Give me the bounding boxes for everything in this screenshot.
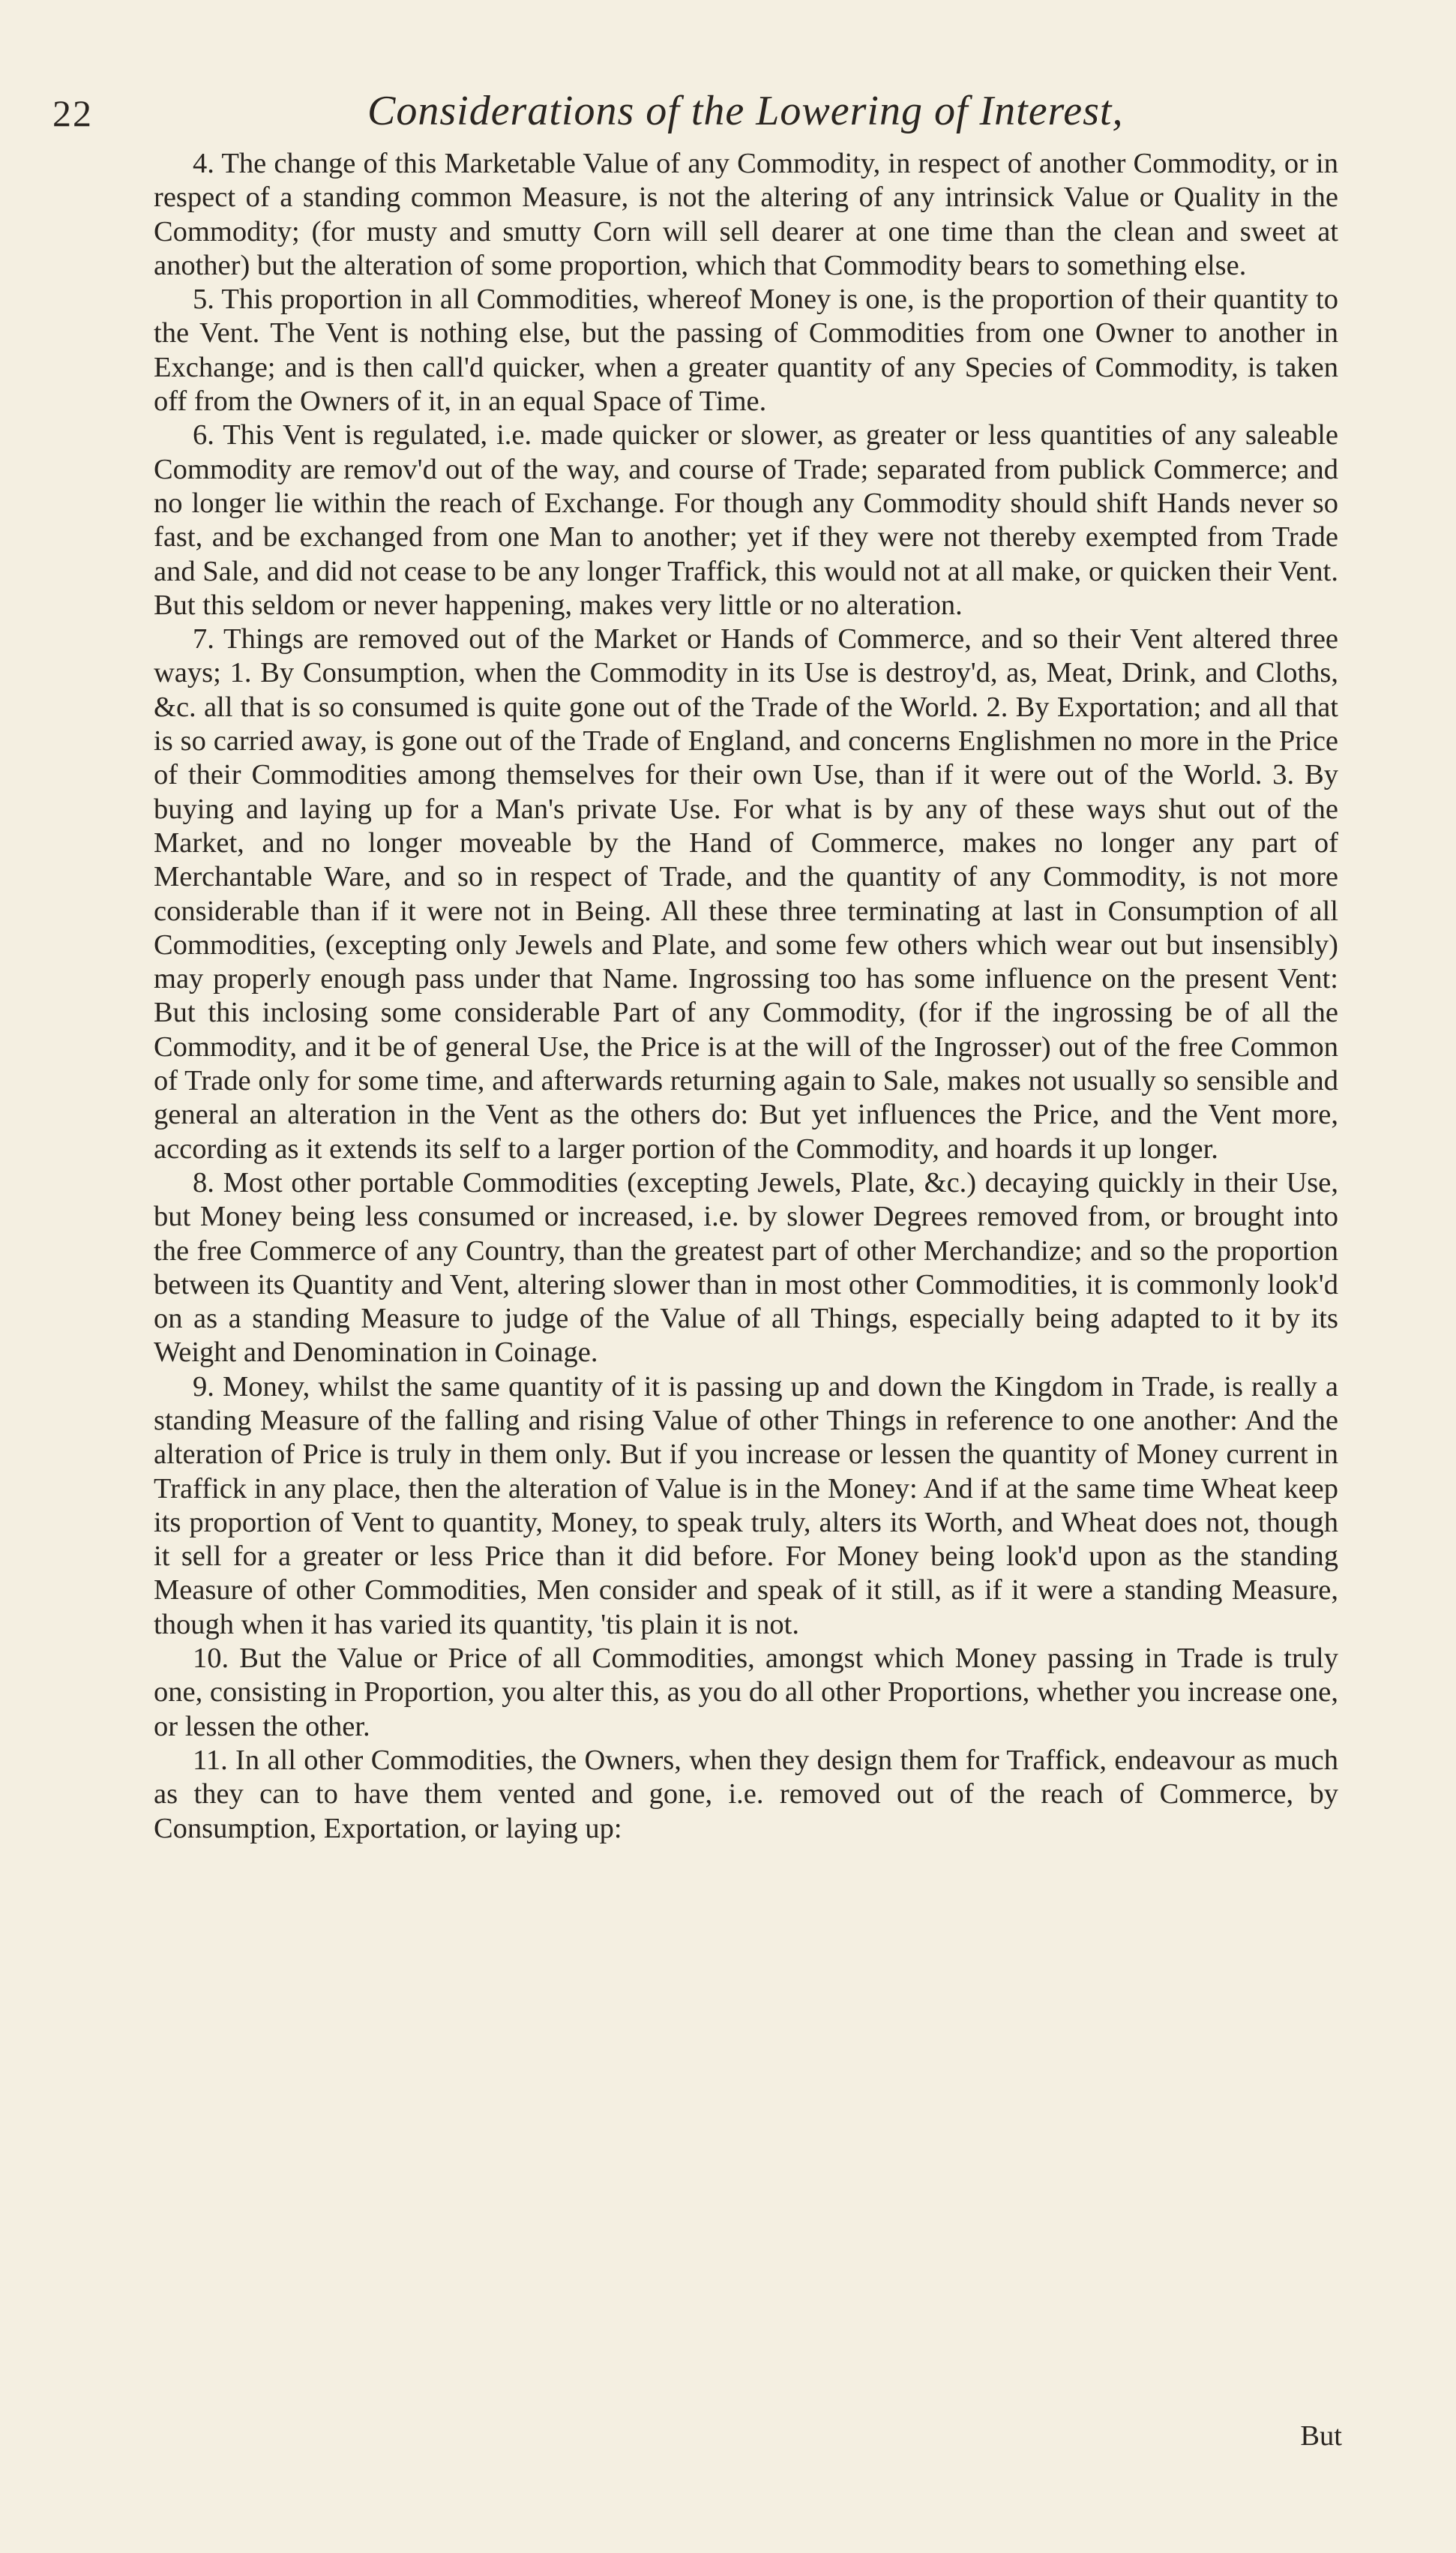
page-header [52, 81, 1372, 141]
catchword: But [1300, 2420, 1342, 2452]
paragraph-9: 9. Money, whilst the same quantity of it is passing up and down the Kingdom in Trade, is really a standing Measure of the falling and rising Value of other Things in reference to one another: And the alteration of Price is truly in them only. But if you increase or lessen the quantity of Money current in Traffick in any place, then the alteration of Value is in the Money: And if at the same time Wheat keep its proportion of Vent to quantity, Money, to speak truly, alters its Worth, and Wheat does not, though it sell for a greater or less Price than it did before. For Money being look'd upon as the standing Measure of other Commodities, Men consider and speak of it still, as if it were a standing Measure, though when it has varied its quantity, 'tis plain it is not. [154, 1370, 1338, 1640]
paragraph-7: 7. Things are removed out of the Market or Hands of Commerce, and so their Vent altered three ways; 1. By Consumption, when the Commodity in its Use is destroy'd, as, Meat, Drink, and Cloths, &c. all that is so consumed is quite gone out of the Trade of the World. 2. By Exportation; and all that is so carried away, is gone out of the Trade of England, and concerns Englishmen no more in the Price of their Commodities among themselves for their own Use, than if it were out of the World. 3. By buying and laying up for a Man's private Use. For what is by any of these ways shut out of the Market, and no longer moveable by the Hand of Commerce, makes no longer any part of Merchantable Ware, and so in respect of Trade, and the quantity of any Commodity, is not more considerable than if it were not in Being. All these three terminating at last in Consumption of all Commodities, (excepting only Jewels and Plate, and some few others which wear out but insensibly) may properly enough pass under that Name. Ingrossing too has some influence on the present Vent: But this inclosing some considerable Part of any Commodity, (for if the ingrossing be of all the Commodity, and it be of general Use, the Price is at the will of the Ingrosser) out of the free Common of Trade only for some time, and afterwards returning again to Sale, makes not usually so sensible and general an alteration in the Vent as the others do: But yet influences the Price, and the Vent more, according as it extends its self to a larger portion of the Commodity, and hoards it up longer. [154, 623, 1338, 1165]
paragraph-10: 10. But the Value or Price of all Commodities, amongst which Money passing in Trade is truly one, consisting in Proportion, you alter this, as you do all other Proportions, whether you increase one, or lessen the other. [154, 1642, 1338, 1742]
page-number: 22 [52, 92, 93, 134]
paragraph-5: 5. This proportion in all Commodities, whereof Money is one, is the proportion of their quantity to the Vent. The Vent is nothing else, but the passing of Commodities from one Owner to another in Exchange; and is then call'd quicker, when a greater quantity of any Species of Commodity, is taken off from the Owners of it, in an equal Space of Time. [154, 284, 1338, 418]
paragraph-4: 4. The change of this Marketable Value of any Commodity, in respect of another Commodity, or in respect of a standing common Measure, is not the altering of any intrinsick Value or Quality in the Commodity; (for musty and smutty Corn will sell dearer at one time than the clean and sweet at another) but the alteration of some proportion, which that Commodity bears to something else. [154, 148, 1338, 281]
running-title: Considerations of the Lowering of Interest, [367, 88, 1124, 134]
paragraph-6: 6. This Vent is regulated, i.e. made quicker or slower, as greater or less quantities of any saleable Commodity are remov'd out of the way, and course of Trade; separated from publick Commerce; and no longer lie within the reach of Exchange. For though any Commodity should shift Hands never so fast, and be exchanged from one Man to another; yet if they were not thereby exempted from Trade and Sale, and did not cease to be any longer Traffick, this would not at all make, or quicken their Vent. But this seldom or never happening, makes very little or no alteration. [154, 419, 1338, 621]
body-text [154, 147, 1338, 1846]
paragraph-8: 8. Most other portable Commodities (excepting Jewels, Plate, &c.) decaying quickly in their Use, but Money being less consumed or increased, i.e. by slower Degrees removed from, or brought into the free Commerce of any Country, than the greatest part of other Merchandize; and so the proportion between its Quantity and Vent, altering slower than in most other Commodities, it is commonly look'd on as a standing Measure to judge of the Value of all Things, especially being adapted to it by its Weight and Denomination in Coinage. [154, 1166, 1338, 1369]
paragraph-11: 11. In all other Commodities, the Owners, when they design them for Traffick, endeavour as much as they can to have them vented and gone, i.e. removed out of the reach of Commerce, by Consumption, Exportation, or laying up: [154, 1744, 1338, 1844]
